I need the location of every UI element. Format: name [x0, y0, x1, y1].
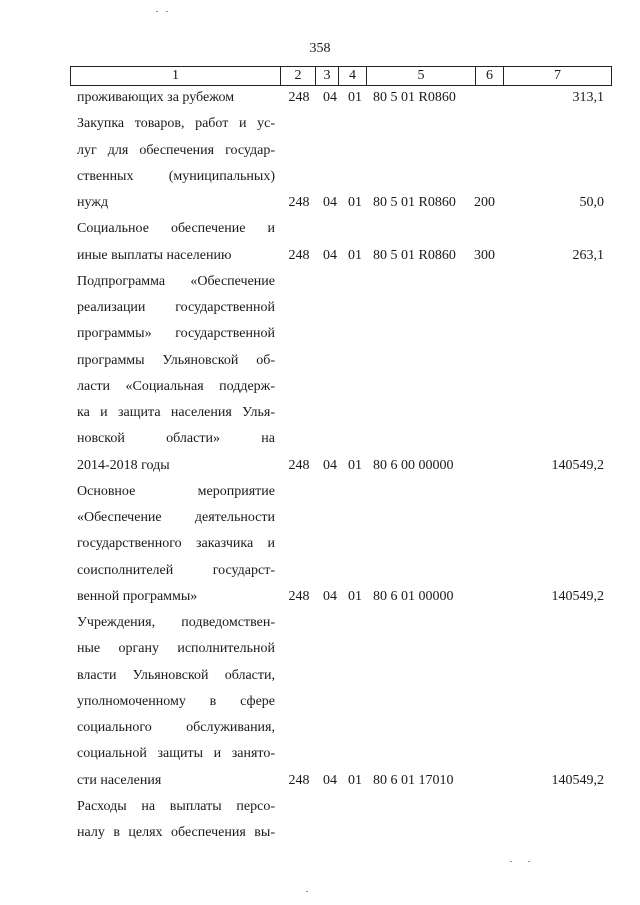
row-description: Подпрограмма «Обеспечение — [77, 273, 275, 289]
row-c3: 04 — [323, 247, 337, 263]
row-c3: 04 — [323, 588, 337, 604]
row-c5: 80 6 00 00000 — [373, 457, 454, 473]
table-row — [0, 273, 640, 299]
row-description: ственных (муниципальных) — [77, 168, 275, 184]
scan-speck — [156, 11, 158, 12]
row-c3: 04 — [323, 195, 337, 210]
table-row — [0, 562, 640, 588]
table-row — [0, 220, 640, 246]
row-c7: 50,0 — [579, 195, 604, 210]
row-c3: 04 — [323, 772, 337, 788]
row-description: «Обеспечение деятельности — [77, 510, 275, 525]
row-c7: 140549,2 — [551, 457, 604, 473]
table-row — [0, 719, 640, 745]
row-description: налу в целях обеспечения вы- — [77, 825, 275, 840]
row-c2: 248 — [288, 195, 310, 210]
table-row — [0, 509, 640, 535]
table-row — [0, 194, 640, 220]
row-description: программы Ульяновской об- — [77, 352, 275, 368]
row-description: уполномоченному в сфере — [77, 693, 275, 709]
row-description: ка и защита населения Улья- — [77, 405, 275, 420]
row-description: иные выплаты населению — [77, 247, 232, 263]
table-row — [0, 535, 640, 561]
row-description: луг для обеспечения государ- — [77, 142, 275, 158]
row-description: соисполнителей государст- — [77, 562, 275, 578]
header-col-5: 5 — [417, 68, 425, 83]
row-c2: 248 — [288, 588, 310, 604]
row-c5: 80 5 01 R0860 — [373, 90, 456, 105]
table-header — [70, 66, 612, 86]
row-description: государственного заказчика и — [77, 536, 275, 552]
page-number: 358 — [309, 41, 331, 56]
row-description: Основное мероприятие — [77, 483, 275, 499]
row-c3: 04 — [323, 90, 337, 105]
row-description: власти Ульяновской области, — [77, 667, 275, 683]
row-c4: 01 — [348, 247, 362, 263]
table-row — [0, 640, 640, 666]
row-c5: 80 5 01 R0860 — [373, 247, 456, 263]
row-c5: 80 6 01 17010 — [373, 772, 454, 788]
header-col-6: 6 — [486, 68, 493, 83]
table-row — [0, 693, 640, 719]
row-description: нужд — [77, 195, 109, 210]
row-c4: 01 — [348, 772, 362, 788]
scan-speck — [306, 891, 308, 892]
row-c4: 01 — [348, 195, 362, 210]
table-row — [0, 588, 640, 614]
table-row — [0, 352, 640, 378]
row-c2: 248 — [288, 457, 310, 473]
table-row — [0, 404, 640, 430]
row-description: программы» государственной — [77, 326, 275, 342]
table-row — [0, 798, 640, 824]
row-c4: 01 — [348, 588, 362, 604]
row-description: сти населения — [77, 772, 162, 788]
row-c5: 80 6 01 00000 — [373, 588, 454, 604]
table-row — [0, 299, 640, 325]
row-c2: 248 — [288, 772, 310, 788]
table-row — [0, 667, 640, 693]
table-row — [0, 325, 640, 351]
row-c4: 01 — [348, 90, 362, 105]
table-row — [0, 745, 640, 771]
header-col-7: 7 — [554, 68, 561, 83]
row-c2: 248 — [288, 247, 310, 263]
row-description: ные органу исполнительной — [77, 641, 275, 657]
table-row — [0, 483, 640, 509]
header-col-1: 1 — [172, 68, 179, 83]
table-row — [0, 142, 640, 168]
table-row — [0, 772, 640, 798]
row-description: Учреждения, подведомствен- — [77, 615, 275, 630]
table-row — [0, 378, 640, 404]
row-description: социальной защиты и занято- — [77, 746, 275, 762]
row-c4: 01 — [348, 457, 362, 473]
row-c7: 263,1 — [572, 247, 604, 263]
table-row — [0, 614, 640, 640]
row-c5: 80 5 01 R0860 — [373, 195, 456, 210]
table-row — [0, 247, 640, 273]
row-c6: 300 — [474, 247, 495, 263]
row-description: ласти «Социальная поддерж- — [77, 378, 275, 394]
header-col-2: 2 — [294, 68, 302, 83]
row-description: венной программы» — [77, 588, 198, 604]
row-description: Расходы на выплаты персо- — [77, 798, 275, 814]
header-col-4: 4 — [349, 68, 356, 83]
scan-speck — [510, 861, 512, 862]
row-description: реализации государственной — [77, 300, 275, 315]
row-c2: 248 — [288, 90, 310, 105]
row-description: 2014-2018 годы — [77, 457, 170, 473]
table-row — [0, 824, 640, 850]
table-row — [0, 89, 640, 115]
scan-speck — [528, 861, 530, 862]
header-col-3: 3 — [323, 68, 331, 83]
scan-speck — [166, 11, 168, 12]
row-c3: 04 — [323, 457, 337, 473]
row-c6: 200 — [474, 195, 495, 210]
row-c7: 140549,2 — [551, 772, 604, 788]
table-row — [0, 168, 640, 194]
row-description: Социальное обеспечение и — [77, 221, 275, 237]
row-description: проживающих за рубежом — [77, 90, 235, 105]
table-row — [0, 430, 640, 456]
row-c7: 140549,2 — [551, 588, 604, 604]
row-description: социального обслуживания, — [77, 720, 275, 735]
row-description: новской области» на — [77, 431, 275, 447]
table-row — [0, 457, 640, 483]
table-row — [0, 115, 640, 141]
row-c7: 313,1 — [572, 90, 604, 105]
row-description: Закупка товаров, работ и ус- — [77, 116, 275, 132]
